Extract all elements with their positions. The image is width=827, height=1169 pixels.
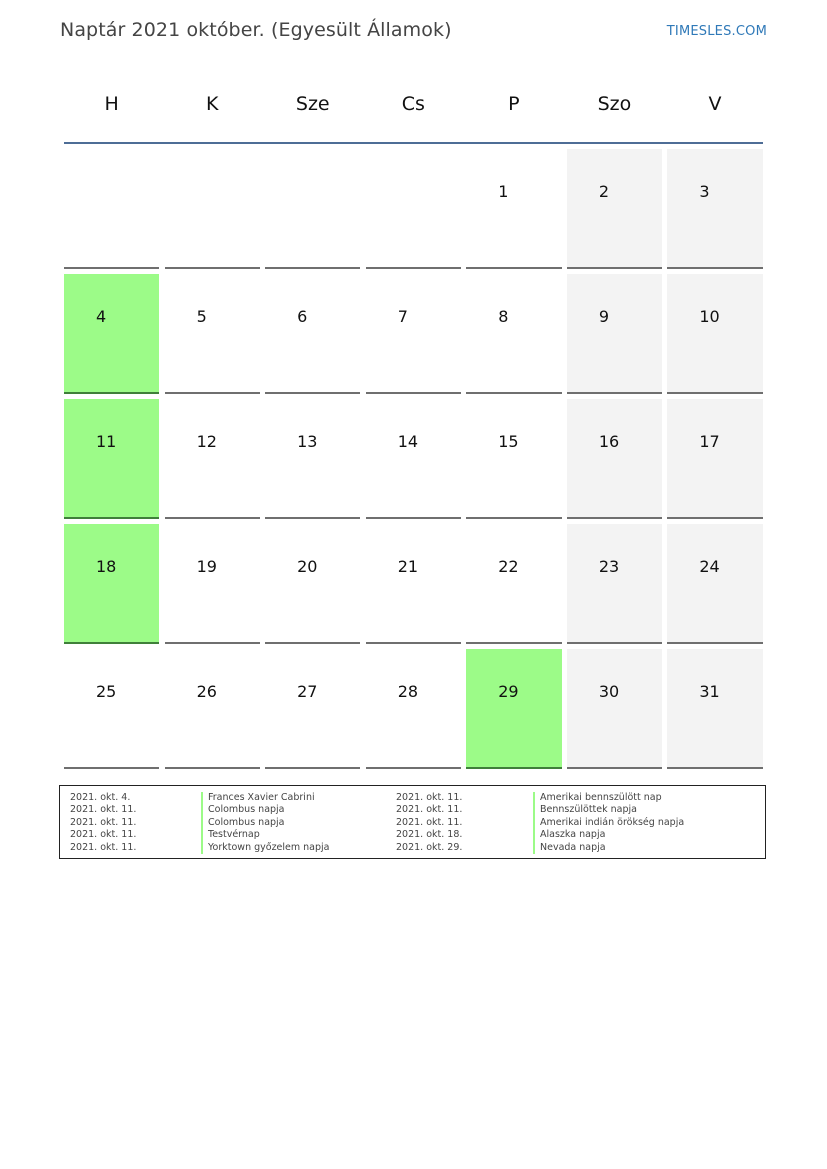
holiday-name: Colombus napja [201,804,330,816]
day-cell [466,149,561,269]
empty-day-cell [165,149,260,269]
holiday-dates-left [70,792,136,854]
day-cell [667,649,762,769]
day-number: 31 [699,682,720,701]
day-cell [466,524,561,644]
day-cell [265,399,360,519]
day-cell [265,649,360,769]
holiday-name: Alaszka napja [533,829,684,841]
day-number: 1 [498,182,509,201]
day-number: 7 [397,307,408,326]
day-number: 29 [498,682,519,701]
day-number: 26 [196,682,217,701]
day-cell [265,524,360,644]
weekday-label: Sze [295,93,330,115]
holiday-date: 2021. okt. 18. [396,829,463,841]
day-cell [466,274,561,394]
day-cell [567,149,662,269]
day-number: 27 [297,682,318,701]
day-cell [165,399,260,519]
holiday-date: 2021. okt. 11. [70,841,137,853]
weekday-label: Szo [597,93,632,115]
day-cell [567,524,662,644]
day-number: 21 [397,557,419,576]
day-number: 19 [196,557,217,576]
day-cell [667,274,762,394]
day-number: 30 [598,682,620,701]
day-cell [667,149,762,269]
day-cell [667,399,762,519]
empty-day-cell [64,149,159,269]
holiday-date: 2021. okt. 11. [70,804,137,816]
holiday-legend [59,785,766,859]
day-number: 6 [297,307,308,326]
holiday-name: Bennszülöttek napja [533,804,684,816]
calendar-grid [64,149,763,769]
holiday-date: 2021. okt. 11. [396,816,463,828]
weekday-label: P [508,93,520,115]
day-number: 15 [498,432,519,451]
holiday-name: Nevada napja [533,842,684,854]
day-cell [64,524,159,644]
day-number: 5 [196,307,207,326]
day-number: 25 [96,682,117,701]
day-cell [64,649,159,769]
day-number: 14 [397,432,419,451]
day-cell [567,399,662,519]
day-number: 16 [598,432,620,451]
day-number: 4 [96,307,107,326]
holiday-date: 2021. okt. 11. [396,804,463,816]
holiday-name: Testvérnap [201,829,330,841]
day-cell [466,649,561,769]
day-number: 9 [598,307,609,326]
day-cell [567,274,662,394]
day-cell [366,524,461,644]
day-number: 2 [598,182,609,201]
day-cell [265,274,360,394]
holiday-name: Colombus napja [201,817,330,829]
day-cell [667,524,762,644]
weekday-label: K [205,93,219,115]
holiday-name: Amerikai indián örökség napja [533,817,684,829]
holiday-dates-right [396,792,462,854]
day-cell [165,649,260,769]
day-cell [165,274,260,394]
day-cell [466,399,561,519]
empty-day-cell [366,149,461,269]
day-cell [366,399,461,519]
holiday-date: 2021. okt. 29. [396,841,463,853]
holiday-name: Amerikai bennszülött nap [533,792,684,804]
day-number: 8 [498,307,509,326]
day-number: 3 [699,182,710,201]
weekday-label: V [708,93,722,115]
day-number: 18 [96,557,117,576]
day-cell [567,649,662,769]
holiday-date: 2021. okt. 4. [70,792,131,803]
holiday-date: 2021. okt. 11. [70,816,137,828]
empty-day-cell [265,149,360,269]
holiday-names-right [533,792,684,854]
day-cell [366,274,461,394]
day-number: 13 [297,432,318,451]
weekday-label: Cs [401,93,425,115]
day-number: 17 [699,432,720,451]
holiday-name: Frances Xavier Cabrini [201,792,330,804]
day-cell [366,649,461,769]
page-title: Naptár 2021 október. (Egyesült Államok) [60,19,452,41]
day-number: 24 [699,557,720,576]
day-number: 12 [196,432,217,451]
site-link[interactable]: TIMESLES.COM [666,24,767,39]
holiday-names-left [201,792,330,854]
day-number: 11 [96,432,117,451]
weekday-label: H [104,93,119,115]
holiday-name: Yorktown győzelem napja [201,842,330,854]
header-divider [64,142,763,144]
day-number: 28 [397,682,419,701]
holiday-date: 2021. okt. 11. [70,829,137,841]
day-cell [165,524,260,644]
day-number: 22 [498,557,519,576]
day-number: 20 [297,557,318,576]
day-cell [64,274,159,394]
holiday-date: 2021. okt. 11. [396,792,463,803]
weekday-header [64,88,763,120]
day-number: 10 [699,307,720,326]
day-number: 23 [598,557,620,576]
day-cell [64,399,159,519]
